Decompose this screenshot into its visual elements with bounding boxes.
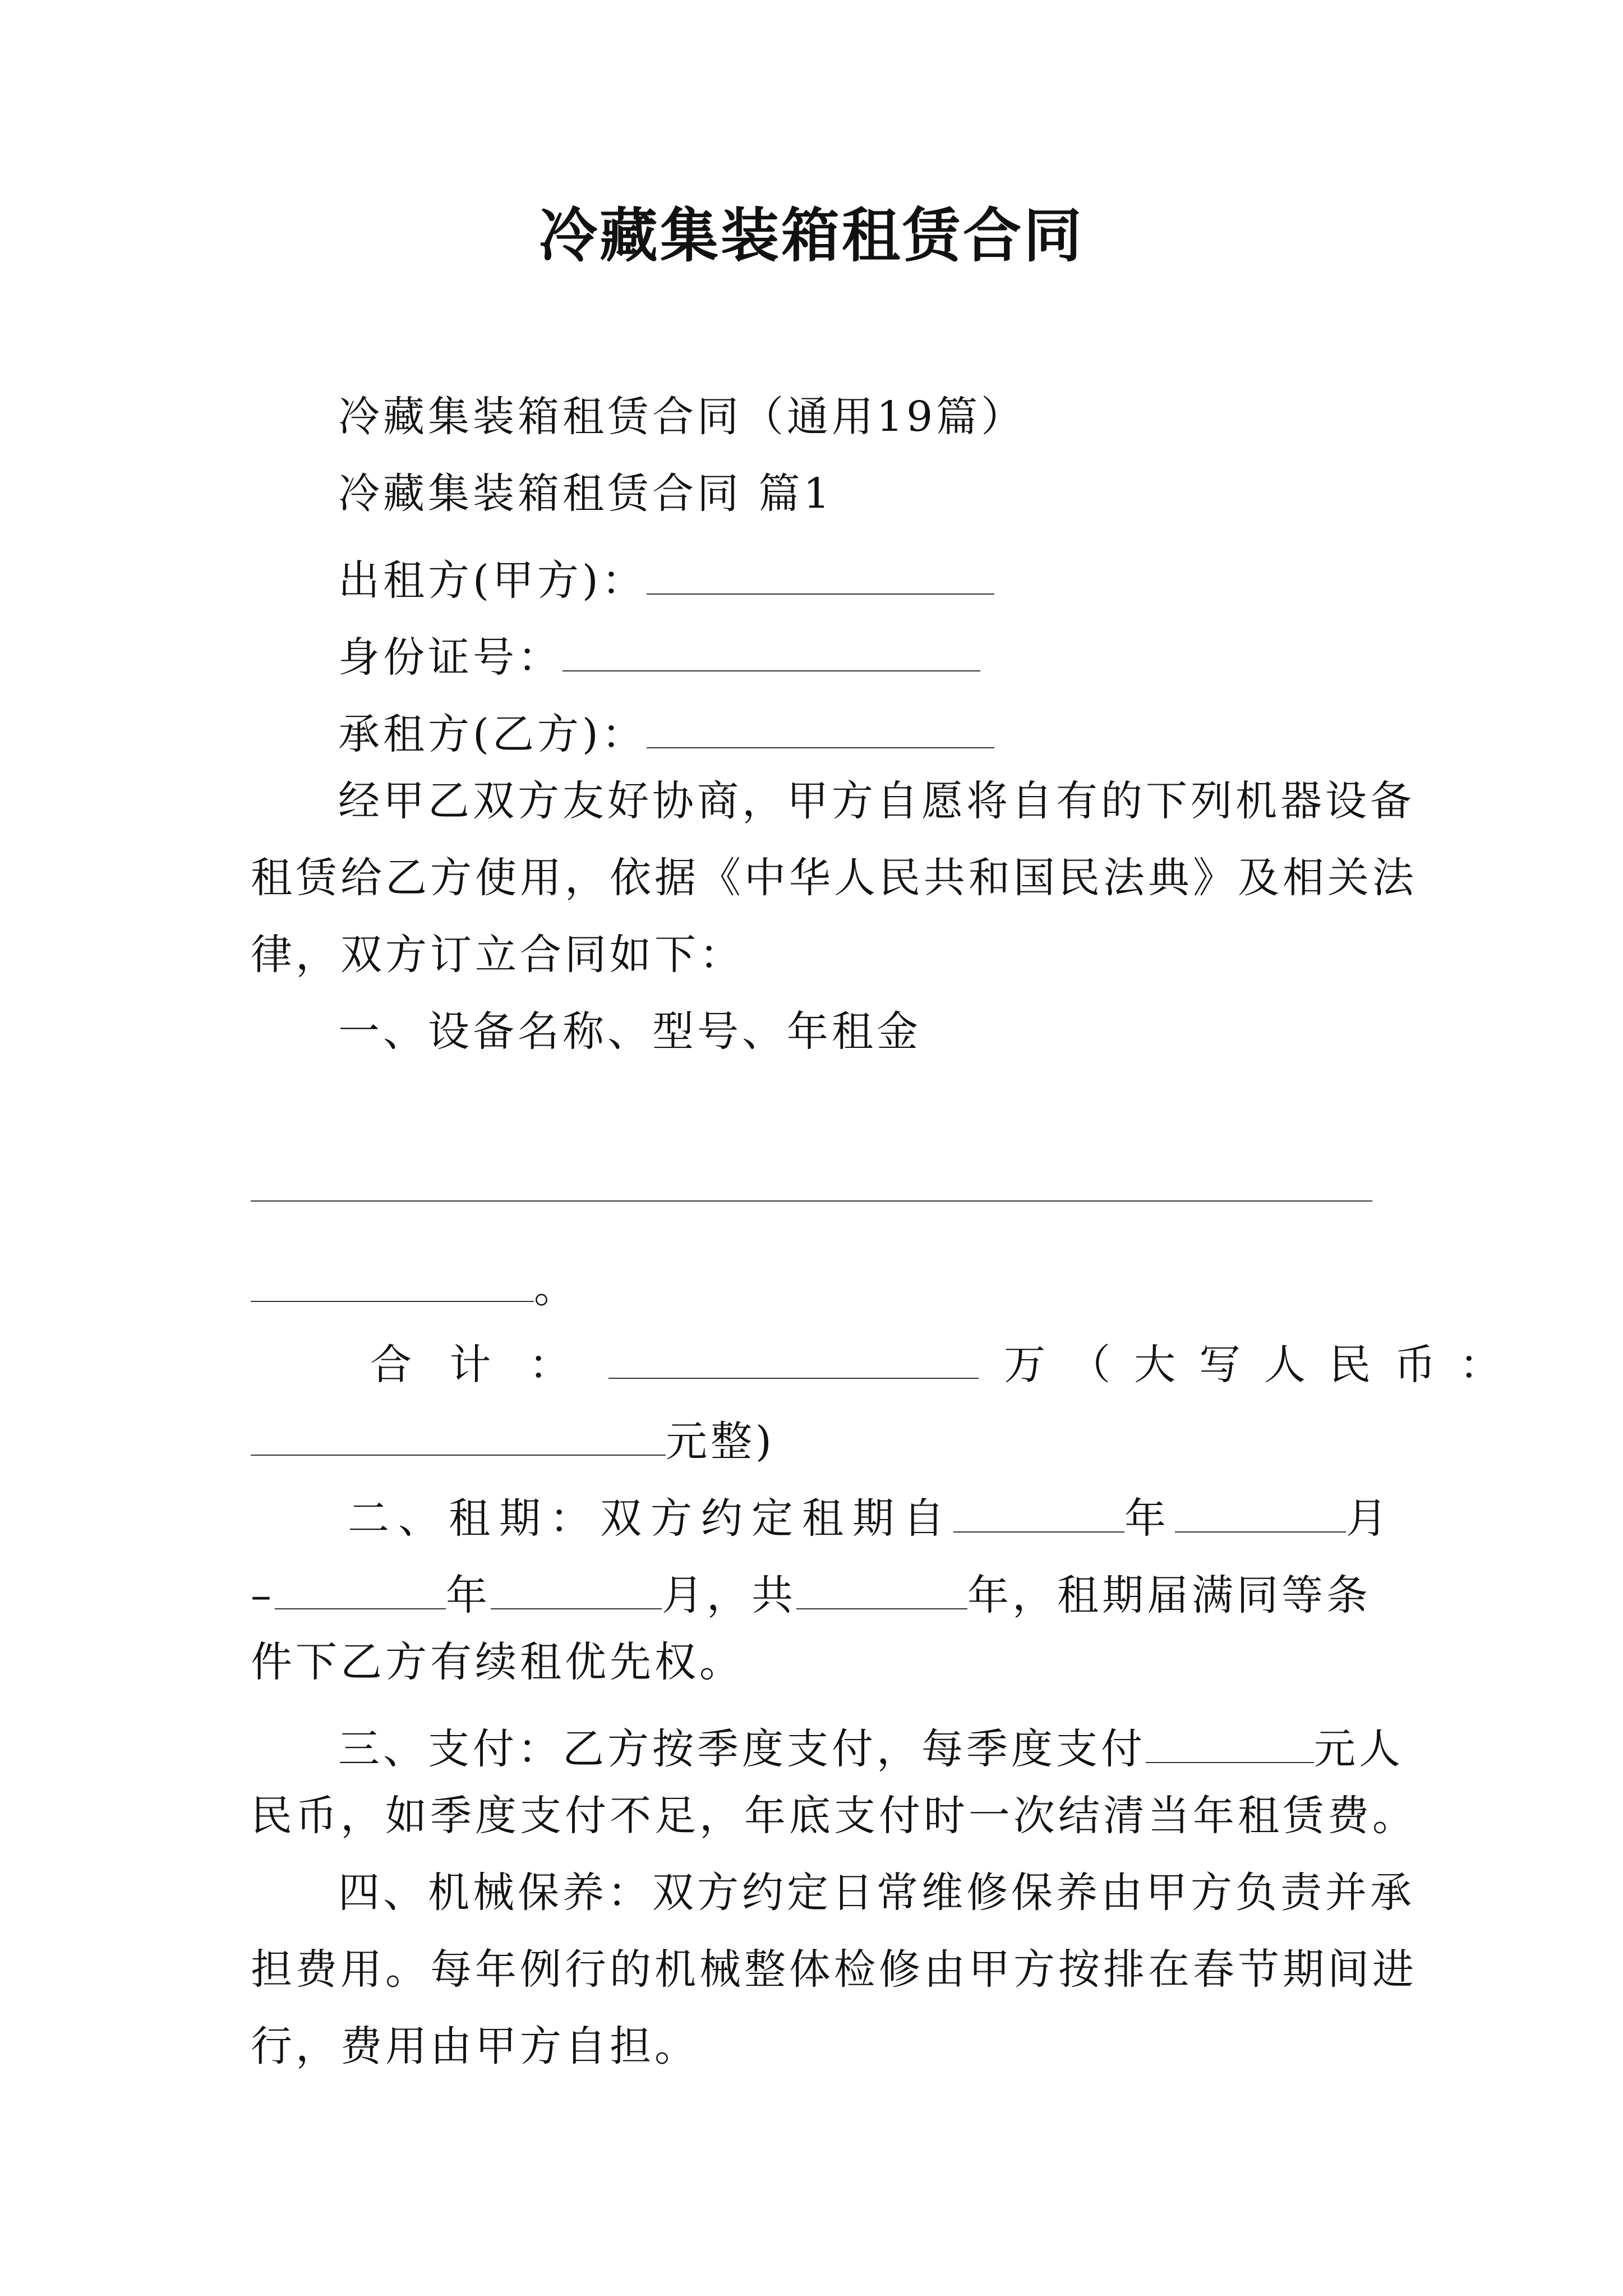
id-line: [338, 616, 980, 688]
end-month-blank: [491, 1554, 662, 1609]
total-label: 合 计 ：: [370, 1341, 583, 1389]
start-year-blank: [953, 1478, 1124, 1533]
end-year-label: 年: [446, 1571, 491, 1619]
lessee-line: [338, 693, 994, 765]
total-line: [370, 1324, 1524, 1396]
term-line-3: 件下乙方有续租优先权。: [251, 1638, 744, 1686]
equipment-blank-end: [251, 1247, 579, 1319]
maintenance-line-3: 行，费用由甲方自担。: [251, 2022, 699, 2070]
term-line-1: [348, 1478, 1396, 1549]
lessor-line: [338, 540, 994, 611]
term-line-2: [251, 1554, 1371, 1626]
lessor-label: 出租方(甲方)：: [338, 556, 647, 605]
maintenance-line-1: 四、机械保养：双方约定日常维修保养由甲方负责并承: [338, 1869, 1415, 1917]
section1-heading: 一、设备名称、型号、年租金: [338, 1007, 921, 1056]
payment-unit: 元人: [1314, 1725, 1404, 1773]
part-heading: 冷藏集装箱租赁合同 篇1: [338, 470, 833, 518]
maintenance-line-2: 担费用。每年例行的机械整体检修由甲方按排在春节期间进: [251, 1945, 1417, 1994]
payment-line-2: 民币，如季度支付不足，年底支付时一次结清当年租赁费。: [251, 1792, 1417, 1840]
document-title: 冷藏集装箱租赁合同: [538, 201, 1084, 270]
dash: –: [251, 1571, 275, 1619]
equipment-blank-line: [251, 1200, 1372, 1202]
yuan-zheng: 元整): [666, 1418, 775, 1466]
end-mark: 。: [534, 1264, 579, 1312]
total-term-label: 月，共: [662, 1571, 796, 1619]
lessor-blank: [647, 540, 994, 595]
total-blank: [608, 1324, 979, 1379]
total-years-blank: [796, 1554, 967, 1609]
capital-blank: [251, 1401, 666, 1456]
id-label: 身份证号：: [338, 633, 562, 682]
id-blank: [562, 616, 980, 671]
intro-line-2: 租赁给乙方使用，依据《中华人民共和国民法典》及相关法: [251, 854, 1417, 902]
intro-line-3: 律，双方订立合同如下：: [251, 931, 744, 979]
renewal-text: 年，租期届满同等条: [967, 1571, 1371, 1619]
start-month-blank: [1175, 1478, 1346, 1533]
term-label: 二、租期：双方约定租期自: [348, 1494, 953, 1543]
end-year-blank: [275, 1554, 446, 1609]
start-month-label: 月: [1346, 1494, 1396, 1543]
lessee-blank: [647, 693, 994, 748]
subtitle: 冷藏集装箱租赁合同（通用19篇）: [338, 393, 1026, 441]
lessee-label: 承租方(乙方)：: [338, 710, 647, 758]
amount-capital-label: 万（大写人民币：: [1004, 1341, 1525, 1389]
quarterly-amount-blank: [1146, 1708, 1314, 1763]
payment-label: 三、支付：乙方按季度支付，每季度支付: [338, 1725, 1146, 1773]
start-year-label: 年: [1124, 1494, 1175, 1543]
intro-line-1: 经甲乙双方友好协商，甲方自愿将自有的下列机器设备: [338, 777, 1415, 825]
capital-line: [251, 1401, 775, 1473]
equipment-blank-short: [251, 1247, 534, 1302]
payment-line-1: [338, 1708, 1404, 1780]
